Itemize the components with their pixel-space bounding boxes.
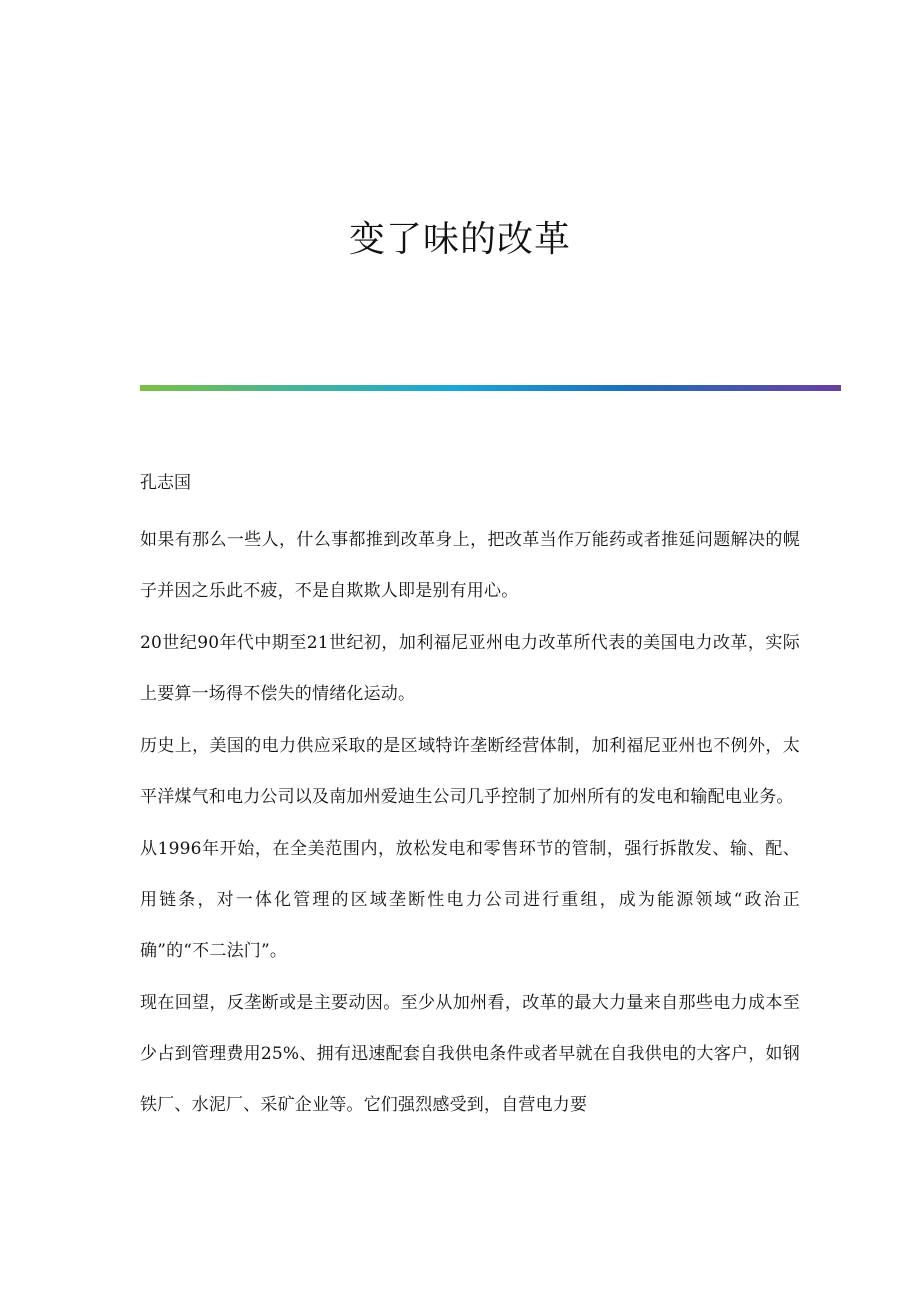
paragraph-1: 如果有那么一些人，什么事都推到改革身上，把改革当作万能药或者推延问题解决的幌子并因之乐此不疲，不是自欺欺人即是别有用心。 — [140, 530, 800, 601]
paragraph-5: 现在回望，反垄断或是主要动因。至少从加州看，改革的最大力量来自那些电力成本至少占到管理费用25%、拥有迅速配套自我供电条件或者早就在自我供电的大客户，如钢铁厂、水泥厂、采矿企业等。它们强烈感受到，自营电力要 — [140, 993, 800, 1115]
page-title: 变了味的改革 — [348, 219, 571, 260]
title-divider — [140, 385, 841, 391]
author-name: 孔志国 — [140, 473, 191, 493]
article-body — [140, 466, 800, 1132]
paragraph-2: 20世纪90年代中期至21世纪初，加利福尼亚州电力改革所代表的美国电力改革，实际上要算一场得不偿失的情绪化运动。 — [140, 633, 800, 704]
paragraph-3: 历史上，美国的电力供应采取的是区域特许垄断经营体制，加利福尼亚州也不例外，太平洋煤气和电力公司以及南加州爱迪生公司几乎控制了加州所有的发电和输配电业务。 — [140, 736, 800, 807]
paragraph-4: 从1996年开始，在全美范围内，放松发电和零售环节的管制，强行拆散发、输、配、用链条，对一体化管理的区域垄断性电力公司进行重组，成为能源领域“政治正确”的“不二法门”。 — [140, 839, 800, 961]
